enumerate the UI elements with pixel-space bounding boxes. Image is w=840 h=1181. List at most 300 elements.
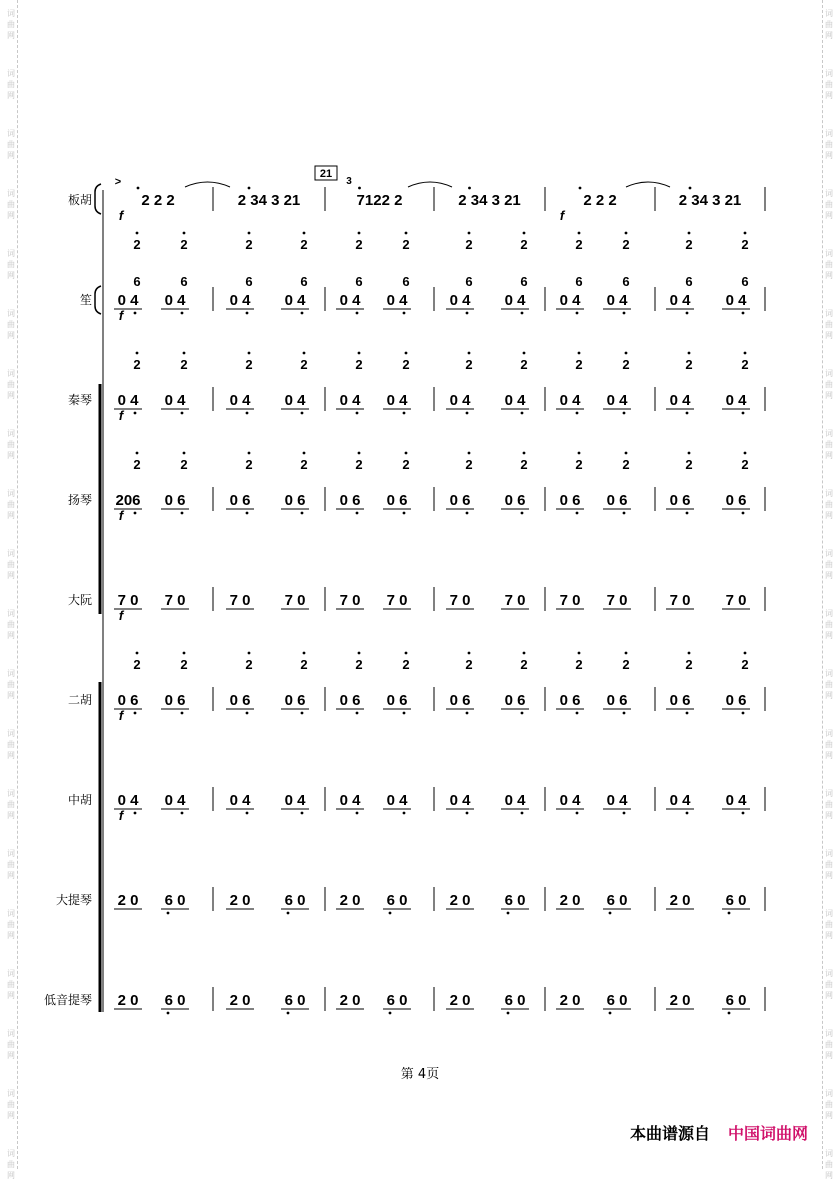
octave-dot	[167, 912, 170, 915]
watermark-group: 词 曲 网	[825, 669, 833, 700]
beat-notes: 6 0	[606, 992, 628, 1009]
octave-dot	[688, 652, 691, 655]
beat-notes: 0 6	[164, 692, 186, 709]
beat-notes: 0 6	[504, 492, 526, 509]
upper-note: 2	[622, 457, 630, 472]
octave-dot	[134, 812, 137, 815]
banhu-notes: 2 34 3 21	[458, 192, 521, 209]
middle-note: 6	[465, 274, 473, 289]
upper-note: 2	[300, 457, 308, 472]
page-number: 第 4页	[400, 1067, 440, 1082]
beat-notes: 0 6	[284, 692, 306, 709]
instrument-label: 板胡	[67, 193, 92, 207]
watermark-group: 词 曲 网	[7, 309, 15, 340]
banhu-brace	[95, 184, 101, 214]
beat-notes: 2 0	[229, 892, 251, 909]
octave-dot	[466, 812, 469, 815]
beat-notes: 0 4	[504, 392, 526, 409]
beat-notes: 7 0	[449, 592, 471, 609]
octave-dot	[181, 812, 184, 815]
octave-dot	[358, 652, 361, 655]
beat-notes: 0 4	[117, 292, 139, 309]
middle-note: 6	[575, 274, 583, 289]
beat-notes: 0 6	[339, 692, 361, 709]
beat-notes: 2 0	[339, 992, 361, 1009]
octave-dot	[521, 512, 524, 515]
beat-notes: 7 0	[559, 592, 581, 609]
upper-note: 2	[402, 237, 410, 252]
octave-dot	[358, 452, 361, 455]
upper-note: 2	[402, 357, 410, 372]
upper-note: 2	[133, 357, 141, 372]
beat-notes: 0 4	[669, 792, 691, 809]
octave-dot	[728, 912, 731, 915]
rehearsal-mark: 21	[319, 168, 333, 180]
octave-dot	[181, 412, 184, 415]
beat-notes: 0 4	[725, 392, 747, 409]
octave-dot	[579, 187, 582, 190]
beat-notes: 0 4	[164, 792, 186, 809]
watermark-group: 词 曲 网	[825, 549, 833, 580]
watermark-group: 词 曲 网	[7, 789, 15, 820]
middle-note: 6	[402, 274, 410, 289]
middle-note: 6	[300, 274, 308, 289]
watermark-group: 词 曲 网	[7, 669, 15, 700]
octave-dot	[625, 352, 628, 355]
octave-dot	[686, 512, 689, 515]
watermark-group: 词 曲 网	[7, 1149, 15, 1180]
octave-dot	[248, 652, 251, 655]
octave-dot	[405, 232, 408, 235]
beat-notes: 0 6	[284, 492, 306, 509]
upper-note: 2	[622, 357, 630, 372]
watermark-group: 词 曲 网	[7, 549, 15, 580]
sheng-brace	[95, 286, 101, 314]
watermark-group: 词 曲 网	[825, 369, 833, 400]
octave-dot	[744, 452, 747, 455]
beat-notes: 0 6	[449, 492, 471, 509]
upper-note: 2	[180, 657, 188, 672]
octave-dot	[576, 512, 579, 515]
beat-notes: 0 4	[449, 792, 471, 809]
watermark-group: 词 曲 网	[7, 429, 15, 460]
beat-notes: 0 4	[504, 292, 526, 309]
watermark-group: 词 曲 网	[825, 429, 833, 460]
watermark-group: 词 曲 网	[825, 1089, 833, 1120]
octave-dot	[356, 312, 359, 315]
octave-dot	[576, 712, 579, 715]
octave-dot	[405, 352, 408, 355]
octave-dot	[405, 452, 408, 455]
octave-dot	[303, 352, 306, 355]
watermark-group: 词 曲 网	[7, 69, 15, 100]
instrument-label: 扬琴	[67, 493, 92, 507]
octave-dot	[248, 187, 251, 190]
instrument-label: 中胡	[67, 793, 92, 807]
octave-dot	[576, 812, 579, 815]
octave-dot	[686, 312, 689, 315]
octave-dot	[303, 652, 306, 655]
watermark-group: 词 曲 网	[825, 729, 833, 760]
middle-note: 6	[520, 274, 528, 289]
beat-notes: 0 6	[559, 492, 581, 509]
beat-notes: 0 4	[284, 392, 306, 409]
octave-dot	[686, 412, 689, 415]
beat-notes: 0 4	[386, 392, 408, 409]
beat-notes: 0 4	[339, 392, 361, 409]
octave-dot	[246, 412, 249, 415]
beat-notes: 7 0	[504, 592, 526, 609]
upper-note: 2	[622, 657, 630, 672]
beat-notes: 7 0	[164, 592, 186, 609]
beat-notes: 0 6	[669, 492, 691, 509]
octave-dot	[301, 712, 304, 715]
dynamic-mark: f	[118, 608, 124, 623]
octave-dot	[287, 1012, 290, 1015]
instrument-label: 秦琴	[67, 393, 92, 407]
beat-notes: 0 6	[669, 692, 691, 709]
octave-dot	[246, 312, 249, 315]
upper-note: 2	[520, 657, 528, 672]
dynamic-mark: f	[118, 708, 124, 723]
upper-note: 2	[300, 237, 308, 252]
octave-dot	[248, 352, 251, 355]
octave-dot	[403, 312, 406, 315]
beat-notes: 6 0	[164, 992, 186, 1009]
tie	[408, 182, 452, 187]
octave-dot	[689, 187, 692, 190]
beat-notes: 0 6	[606, 492, 628, 509]
instrument-label: 二胡	[67, 693, 92, 707]
beat-notes: 2 0	[559, 992, 581, 1009]
watermark-group: 词 曲 网	[7, 129, 15, 160]
octave-dot	[183, 452, 186, 455]
beat-notes: 0 4	[164, 392, 186, 409]
beat-notes: 6 0	[504, 992, 526, 1009]
octave-dot	[523, 232, 526, 235]
octave-dot	[301, 312, 304, 315]
watermark-group: 词 曲 网	[7, 9, 15, 40]
upper-note: 2	[245, 357, 253, 372]
beat-notes: 6 0	[504, 892, 526, 909]
banhu-notes: 7122 2	[356, 192, 403, 209]
beat-notes: 6 0	[164, 892, 186, 909]
upper-note: 2	[402, 457, 410, 472]
octave-dot	[301, 812, 304, 815]
watermark-group: 词 曲 网	[7, 609, 15, 640]
beat-notes: 0 6	[606, 692, 628, 709]
upper-note: 2	[575, 657, 583, 672]
octave-dot	[625, 232, 628, 235]
upper-note: 2	[465, 657, 473, 672]
upper-note: 2	[465, 457, 473, 472]
upper-note: 2	[685, 237, 693, 252]
upper-note: 2	[575, 357, 583, 372]
beat-notes: 0 6	[229, 492, 251, 509]
watermark-group: 词 曲 网	[7, 369, 15, 400]
octave-dot	[742, 312, 745, 315]
octave-dot	[507, 1012, 510, 1015]
beat-notes: 2 0	[117, 892, 139, 909]
upper-note: 2	[180, 237, 188, 252]
beat-notes: 0 4	[284, 792, 306, 809]
octave-dot	[468, 652, 471, 655]
beat-notes: 6 0	[725, 892, 747, 909]
beat-notes: 0 4	[284, 292, 306, 309]
upper-note: 2	[575, 457, 583, 472]
octave-dot	[623, 812, 626, 815]
beat-notes: 0 4	[725, 792, 747, 809]
beat-notes: 7 0	[725, 592, 747, 609]
octave-dot	[521, 412, 524, 415]
beat-notes: 2 0	[669, 892, 691, 909]
octave-dot	[246, 512, 249, 515]
beat-notes: 0 4	[669, 392, 691, 409]
beat-notes: 2 0	[449, 892, 471, 909]
octave-dot	[468, 187, 471, 190]
beat-notes: 0 6	[229, 692, 251, 709]
middle-note: 6	[741, 274, 749, 289]
watermark-group: 词 曲 网	[825, 129, 833, 160]
upper-note: 2	[133, 657, 141, 672]
octave-dot	[625, 452, 628, 455]
beat-notes: 0 4	[725, 292, 747, 309]
beat-notes: 0 4	[386, 792, 408, 809]
upper-note: 2	[465, 237, 473, 252]
dynamic-mark: f	[118, 508, 124, 523]
octave-dot	[403, 712, 406, 715]
beat-notes: 6 0	[284, 992, 306, 1009]
octave-dot	[744, 352, 747, 355]
octave-dot	[578, 652, 581, 655]
beat-notes: 6 0	[606, 892, 628, 909]
octave-dot	[468, 232, 471, 235]
octave-dot	[181, 312, 184, 315]
beat-notes: 0 6	[449, 692, 471, 709]
octave-dot	[523, 652, 526, 655]
beat-notes: 0 6	[725, 692, 747, 709]
upper-note: 2	[133, 237, 141, 252]
octave-dot	[686, 712, 689, 715]
upper-note: 2	[741, 237, 749, 252]
beat-notes: 2 0	[559, 892, 581, 909]
octave-dot	[578, 232, 581, 235]
beat-notes: 0 4	[117, 792, 139, 809]
octave-dot	[301, 512, 304, 515]
beat-notes: 0 4	[669, 292, 691, 309]
upper-note: 2	[575, 237, 583, 252]
beat-notes: 7 0	[339, 592, 361, 609]
beat-notes: 0 6	[339, 492, 361, 509]
octave-dot	[389, 1012, 392, 1015]
middle-note: 6	[355, 274, 363, 289]
octave-dot	[356, 512, 359, 515]
beat-notes: 0 4	[449, 292, 471, 309]
upper-note: 2	[133, 457, 141, 472]
accent-mark: >	[114, 176, 122, 188]
watermark-group: 词 曲 网	[825, 1149, 833, 1180]
beat-notes: 0 4	[229, 792, 251, 809]
watermark-group: 词 曲 网	[825, 789, 833, 820]
octave-dot	[303, 452, 306, 455]
beat-notes: 0 4	[229, 392, 251, 409]
octave-dot	[688, 232, 691, 235]
beat-notes: 0 4	[117, 392, 139, 409]
upper-note: 2	[741, 457, 749, 472]
dynamic-mark: f	[118, 308, 124, 323]
octave-dot	[744, 232, 747, 235]
upper-note: 2	[520, 457, 528, 472]
beat-notes: 7 0	[606, 592, 628, 609]
watermark-group: 词 曲 网	[7, 189, 15, 220]
octave-dot	[356, 812, 359, 815]
watermark-group: 词 曲 网	[7, 489, 15, 520]
octave-dot	[468, 352, 471, 355]
upper-note: 2	[355, 457, 363, 472]
beat-notes: 0 4	[449, 392, 471, 409]
octave-dot	[688, 352, 691, 355]
banhu-notes: 2 2 2	[141, 192, 175, 209]
watermark-group: 词 曲 网	[825, 969, 833, 1000]
octave-dot	[136, 452, 139, 455]
source-prefix: 本曲谱源自	[629, 1124, 710, 1143]
upper-note: 2	[402, 657, 410, 672]
octave-dot	[181, 712, 184, 715]
beat-notes: 0 4	[504, 792, 526, 809]
upper-note: 2	[245, 457, 253, 472]
watermark-group: 词 曲 网	[825, 909, 833, 940]
beat-notes: 7 0	[229, 592, 251, 609]
octave-dot	[134, 512, 137, 515]
beat-notes: 0 4	[559, 292, 581, 309]
octave-dot	[466, 712, 469, 715]
octave-dot	[248, 452, 251, 455]
watermark-group: 词 曲 网	[7, 1029, 15, 1060]
upper-note: 2	[245, 237, 253, 252]
beat-notes: 0 4	[339, 292, 361, 309]
octave-dot	[137, 187, 140, 190]
watermark-group: 词 曲 网	[825, 1029, 833, 1060]
middle-note: 6	[245, 274, 253, 289]
octave-dot	[578, 452, 581, 455]
instrument-label: 大阮	[67, 593, 92, 607]
octave-dot	[136, 352, 139, 355]
octave-dot	[521, 312, 524, 315]
upper-note: 2	[245, 657, 253, 672]
octave-dot	[248, 232, 251, 235]
source-site-link[interactable]: 中国词曲网	[727, 1124, 808, 1143]
octave-dot	[625, 652, 628, 655]
beat-notes: 6 0	[386, 992, 408, 1009]
octave-dot	[403, 412, 406, 415]
upper-note: 2	[685, 357, 693, 372]
octave-dot	[303, 232, 306, 235]
upper-note: 2	[685, 457, 693, 472]
watermark-group: 词 曲 网	[7, 969, 15, 1000]
octave-dot	[686, 812, 689, 815]
beat-notes: 0 4	[559, 392, 581, 409]
beat-notes: 0 6	[164, 492, 186, 509]
octave-dot	[521, 812, 524, 815]
source-credit	[630, 1121, 808, 1144]
octave-dot	[356, 712, 359, 715]
octave-dot	[623, 412, 626, 415]
beat-notes: 0 6	[386, 692, 408, 709]
octave-dot	[578, 352, 581, 355]
upper-note: 2	[465, 357, 473, 372]
beat-notes: 0 4	[606, 792, 628, 809]
octave-dot	[246, 712, 249, 715]
upper-note: 2	[622, 237, 630, 252]
octave-dot	[134, 412, 137, 415]
beat-notes: 2 0	[339, 892, 361, 909]
octave-dot	[389, 912, 392, 915]
beat-notes: 2 0	[449, 992, 471, 1009]
octave-dot	[183, 232, 186, 235]
octave-dot	[134, 712, 137, 715]
octave-dot	[403, 812, 406, 815]
octave-dot	[403, 512, 406, 515]
watermark-group: 词 曲 网	[7, 909, 15, 940]
octave-dot	[742, 412, 745, 415]
beat-notes: 0 6	[725, 492, 747, 509]
beat-notes: 7 0	[284, 592, 306, 609]
watermark-group: 词 曲 网	[825, 609, 833, 640]
octave-dot	[358, 187, 361, 190]
octave-dot	[136, 652, 139, 655]
dynamic-mark: f	[118, 408, 124, 423]
octave-dot	[521, 712, 524, 715]
beat-notes: 6 0	[386, 892, 408, 909]
watermark-group: 词 曲 网	[7, 729, 15, 760]
middle-note: 6	[133, 274, 141, 289]
instrument-label: 大提琴	[55, 893, 92, 907]
watermark-group: 词 曲 网	[825, 9, 833, 40]
octave-dot	[167, 1012, 170, 1015]
upper-note: 2	[355, 237, 363, 252]
middle-note: 6	[622, 274, 630, 289]
watermark-group: 词 曲 网	[7, 849, 15, 880]
octave-dot	[576, 412, 579, 415]
middle-note: 6	[685, 274, 693, 289]
octave-dot	[688, 452, 691, 455]
upper-note: 2	[300, 357, 308, 372]
watermark-group: 词 曲 网	[7, 1089, 15, 1120]
upper-note: 2	[685, 657, 693, 672]
banhu-notes: 2 34 3 21	[237, 192, 301, 209]
octave-dot	[609, 912, 612, 915]
beat-notes: 0 4	[229, 292, 251, 309]
beat-notes: 2 0	[117, 992, 139, 1009]
beat-notes: 0 6	[386, 492, 408, 509]
octave-dot	[358, 232, 361, 235]
watermark-group: 词 曲 网	[825, 189, 833, 220]
dynamic-mark: f	[559, 208, 565, 223]
octave-dot	[466, 512, 469, 515]
upper-note: 2	[355, 357, 363, 372]
triplet-number: 3	[346, 176, 352, 187]
octave-dot	[468, 452, 471, 455]
octave-dot	[246, 812, 249, 815]
beat-notes: 0 4	[559, 792, 581, 809]
upper-note: 2	[741, 357, 749, 372]
octave-dot	[742, 712, 745, 715]
upper-note: 2	[520, 357, 528, 372]
dynamic-mark: f	[118, 208, 124, 223]
octave-dot	[523, 352, 526, 355]
octave-dot	[728, 1012, 731, 1015]
watermark-group: 词 曲 网	[825, 249, 833, 280]
